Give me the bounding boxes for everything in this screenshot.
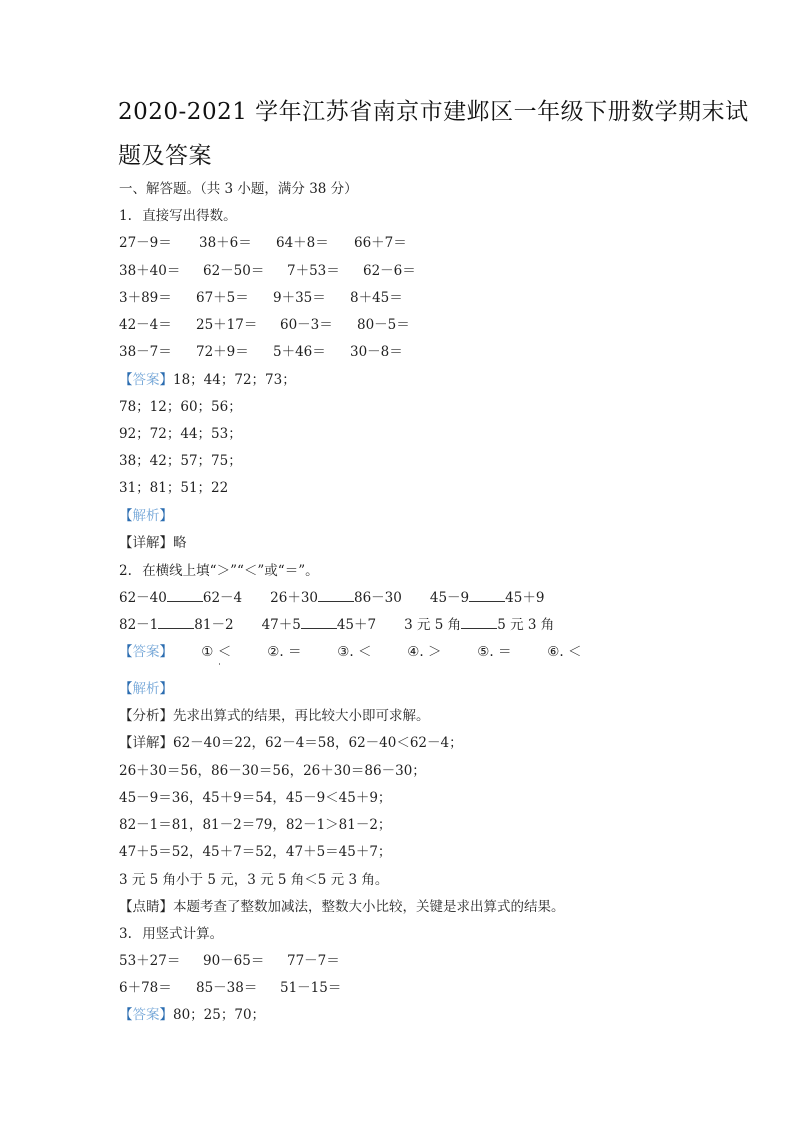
q2-left-expr: 45－9	[429, 590, 470, 606]
detail-text: 略	[173, 535, 187, 551]
q1-item: 5＋46＝	[273, 344, 326, 360]
answer-label: 答案	[132, 372, 160, 388]
q2-answer-item: ③. ＜	[337, 644, 372, 660]
q2-answer	[119, 643, 581, 661]
label-bracket-open: 【	[119, 681, 133, 697]
q1-item: 60－3＝	[280, 317, 333, 333]
q1-answer-line-4: 38；42；57；75；	[119, 453, 242, 469]
q1-item: 7＋53＝	[287, 263, 340, 279]
q2-right-expr: 45＋9	[505, 590, 545, 606]
q1-item: 64＋8＝	[276, 235, 329, 251]
q2-detail-line-1	[119, 734, 463, 752]
label-bracket-close: 】	[159, 372, 173, 388]
dianjing-label-bracket: 【	[119, 899, 133, 915]
q1-answer-line-5: 31；81；51；22	[119, 480, 229, 496]
q1-item: 72＋9＝	[196, 344, 249, 360]
q3-item: 53＋27＝	[119, 953, 181, 969]
q3-heading	[119, 925, 223, 943]
q2-dianjing	[119, 898, 565, 916]
q1-row-1	[119, 234, 407, 252]
answer-blank[interactable]	[301, 616, 337, 629]
dianjing-text: 本题考查了整数加减法，整数大小比较，关键是求出算式的结果。	[173, 899, 565, 915]
q1-item: 80－5＝	[357, 317, 410, 333]
fenxi-label-bracket: 】	[159, 708, 173, 724]
section-heading: 一、解答题。（共 3 小题，满分 38 分）	[119, 181, 358, 197]
analysis-label: 解析	[132, 681, 160, 697]
q3-number: 3.	[119, 926, 132, 942]
dianjing-label-bracket: 】	[159, 899, 173, 915]
q2-answer-item: ④. ＞	[407, 644, 442, 660]
label-bracket-close: 】	[159, 1007, 173, 1023]
detail-text: 62－40＝22，62－4＝58，62－40＜62－4；	[173, 735, 463, 751]
q2-left-expr: 82－1	[119, 617, 159, 633]
q1-number: 1.	[119, 208, 132, 224]
q2-item	[404, 616, 554, 634]
q1-row-5	[119, 343, 403, 361]
q2-item	[262, 616, 377, 634]
q1-analysis-label	[119, 507, 173, 525]
detail-label: 详解	[132, 535, 160, 551]
label-bracket-open: 【	[119, 372, 133, 388]
q2-left-expr: 26＋30	[270, 590, 318, 606]
q2-row-2	[119, 616, 554, 634]
q1-answer-line-2: 78；12；60；56；	[119, 399, 242, 415]
q2-prompt: 在横线上填“＞”“＜”或“＝”。	[142, 563, 319, 579]
answer-blank[interactable]	[461, 616, 497, 629]
q1-answer-line-1	[119, 371, 296, 389]
q2-right-expr: 45＋7	[336, 617, 377, 633]
label-bracket-close: 】	[159, 681, 173, 697]
q3-row-2	[119, 979, 341, 997]
q2-fenxi	[119, 707, 430, 725]
q1-item: 62－6＝	[363, 263, 416, 279]
q1-prompt: 直接写出得数。	[142, 208, 237, 224]
document-title-line-2: 题及答案	[118, 143, 212, 169]
answer-blank[interactable]	[318, 589, 354, 602]
q2-item	[119, 589, 242, 607]
detail-label-bracket: 【	[119, 735, 133, 751]
label-bracket-close: 】	[159, 508, 173, 524]
q1-row-2	[119, 262, 416, 280]
q3-item: 51－15＝	[280, 980, 342, 996]
q1-heading	[119, 207, 237, 225]
q2-detail-line-2: 26＋30＝56，86－30＝56，26＋30＝86－30；	[119, 763, 426, 779]
q1-answer-line-3: 92；72；44；53；	[119, 426, 242, 442]
fenxi-text: 先求出算式的结果，再比较大小即可求解。	[173, 708, 430, 724]
q3-item: 90－65＝	[203, 953, 265, 969]
q2-row-1	[119, 589, 544, 607]
detail-label-bracket: 】	[159, 735, 173, 751]
q2-detail-line-6: 3 元 5 角小于 5 元，3 元 5 角＜5 元 3 角。	[119, 872, 389, 888]
q2-number: 2.	[119, 563, 132, 579]
q1-detail	[119, 534, 187, 552]
q3-item: 85－38＝	[196, 980, 258, 996]
q1-item: 38－7＝	[119, 344, 172, 360]
q1-item: 8＋45＝	[350, 290, 403, 306]
q2-right-expr: 86－30	[354, 590, 402, 606]
q2-item	[430, 589, 545, 607]
answer-text: 80；25；70；	[173, 1007, 266, 1023]
q2-answer-item: ②. ＝	[267, 644, 302, 660]
document-title-line-1: 2020-2021 学年江苏省南京市建邺区一年级下册数学期末试	[118, 99, 749, 125]
q2-detail-line-5: 47＋5＝52，45＋7＝52，47＋5＝45＋7；	[119, 844, 392, 860]
q1-row-4	[119, 316, 410, 334]
detail-label-bracket: 【	[119, 535, 133, 551]
q1-item: 66＋7＝	[354, 235, 407, 251]
q2-left-expr: 3 元 5 角	[404, 617, 462, 633]
q1-item: 25＋17＝	[196, 317, 258, 333]
q1-item: 42－4＝	[119, 317, 172, 333]
answer-label: 答案	[132, 1007, 160, 1023]
q2-right-expr: 81－2	[194, 617, 234, 633]
answer-blank[interactable]	[158, 616, 194, 629]
answer-blank[interactable]	[469, 589, 505, 602]
q3-prompt: 用竖式计算。	[142, 926, 224, 942]
label-bracket-open: 【	[119, 1007, 133, 1023]
q1-item: 9＋35＝	[273, 290, 326, 306]
q2-analysis-label	[119, 680, 173, 698]
q1-item: 3＋89＝	[119, 290, 172, 306]
q2-detail-line-3: 45－9＝36，45＋9＝54，45－9＜45＋9；	[119, 790, 392, 806]
q1-item: 38＋6＝	[199, 235, 252, 251]
q2-item	[119, 616, 234, 634]
q2-answer-list	[201, 644, 581, 660]
stray-dot	[219, 663, 220, 665]
detail-label-bracket: 】	[159, 535, 173, 551]
q2-left-expr: 47＋5	[261, 617, 301, 633]
q2-heading	[119, 562, 319, 580]
q2-detail-line-4: 82－1＝81，81－2＝79，82－1＞81－2；	[119, 817, 392, 833]
q3-item: 77－7＝	[287, 953, 340, 969]
label-bracket-open: 【	[119, 508, 133, 524]
q3-row-1	[119, 952, 340, 970]
q2-answer-item: ① ＜	[201, 644, 232, 660]
q1-item: 27－9＝	[119, 235, 172, 251]
analysis-label: 解析	[132, 508, 160, 524]
q1-item: 67＋5＝	[196, 290, 249, 306]
fenxi-label: 分析	[132, 708, 160, 724]
q3-item: 6＋78＝	[119, 980, 172, 996]
q2-answer-item: ⑤. ＝	[477, 644, 512, 660]
q1-item: 38＋40＝	[119, 263, 181, 279]
detail-label: 详解	[132, 735, 160, 751]
answer-blank[interactable]	[167, 589, 203, 602]
q2-right-expr: 62－4	[202, 590, 243, 606]
q1-item: 30－8＝	[350, 344, 403, 360]
fenxi-label-bracket: 【	[119, 708, 133, 724]
label-bracket-open: 【	[119, 644, 133, 660]
label-bracket-close: 】	[159, 644, 173, 660]
q2-right-expr: 5 元 3 角	[497, 617, 555, 633]
q1-item: 62－50＝	[203, 263, 265, 279]
answer-label: 答案	[132, 644, 160, 660]
dianjing-label: 点睛	[132, 899, 160, 915]
answer-text: 18；44；72；73；	[173, 372, 296, 388]
q1-row-3	[119, 289, 403, 307]
q2-item	[270, 589, 402, 607]
q3-answer	[119, 1006, 265, 1024]
q2-answer-item: ⑥. ＜	[547, 644, 582, 660]
q2-left-expr: 62－40	[119, 590, 167, 606]
